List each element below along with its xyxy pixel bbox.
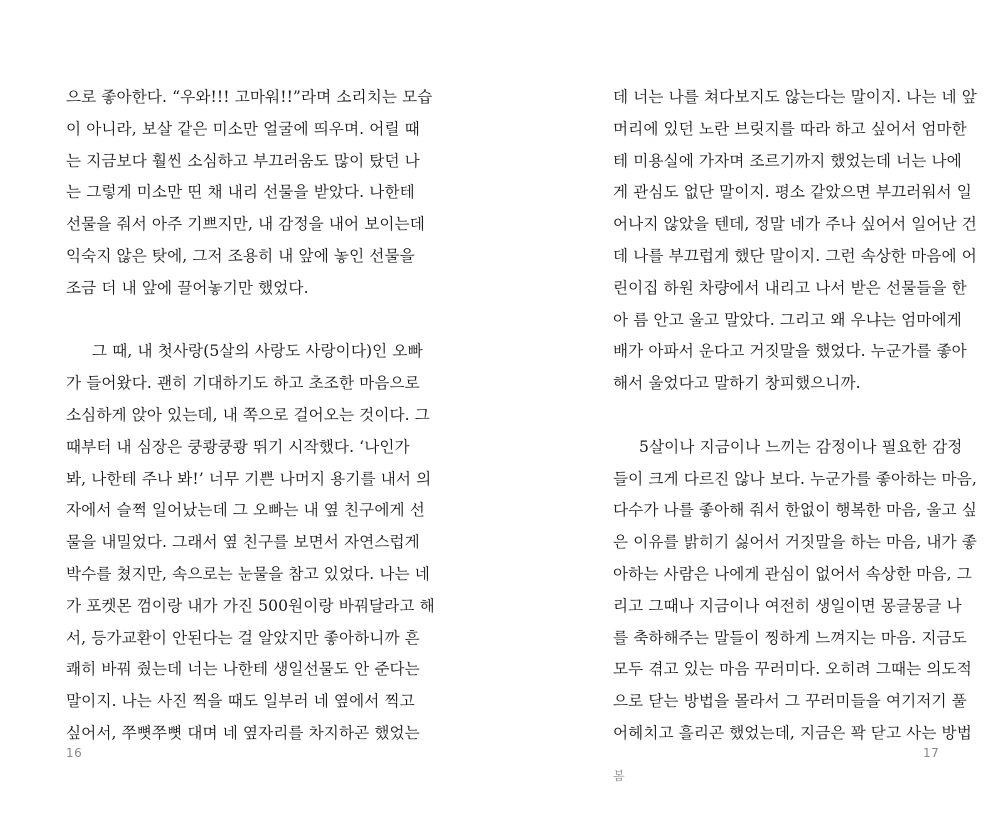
paragraph-gap bbox=[613, 400, 937, 432]
text-line: 데 나를 부끄럽게 했단 말이지. 그런 속상한 마음에 어 bbox=[613, 246, 977, 265]
running-head: 봄 bbox=[613, 769, 625, 783]
text-line: 가 포켓몬 껌이랑 내가 가진 500원이랑 바꿔달라고 해 bbox=[66, 596, 435, 615]
right-page-body bbox=[613, 82, 977, 750]
page-number: 16 bbox=[66, 746, 83, 760]
right-page bbox=[500, 0, 1000, 824]
text-line: 서, 등가교환이 안된다는 걸 알았지만 좋아하니까 흔 bbox=[66, 628, 420, 647]
left-page-body bbox=[66, 82, 435, 750]
text-line: 선물을 줘서 아주 기쁘지만, 내 감정을 내어 보이는데 bbox=[66, 215, 425, 234]
text-line: 싶어서, 쭈뼛쭈뼛 대며 네 옆자리를 차지하곤 했었는 bbox=[66, 723, 420, 742]
text-line: 테 미용실에 가자며 조르기까지 했었는데 너는 나에 bbox=[613, 151, 962, 170]
text-line: 5살이나 지금이나 느끼는 감정이나 필요한 감정 bbox=[639, 437, 963, 456]
text-line: 는 그렇게 미소만 띤 채 내리 선물을 받았다. 나한테 bbox=[66, 183, 415, 202]
text-line: 봐, 나한테 주나 봐!’ 너무 기쁜 나머지 용기를 내서 의 bbox=[66, 469, 432, 488]
text-line: 은 이유를 밝히기 싫어서 거짓말을 하는 마음, 내가 좋 bbox=[613, 533, 977, 552]
text-line: 물을 내밀었다. 그래서 옆 친구를 보면서 자연스럽게 bbox=[66, 533, 420, 552]
text-line: 박수를 쳤지만, 속으로는 눈물을 참고 있었다. 나는 네 bbox=[66, 564, 430, 583]
text-line: 말이지. 나는 사진 찍을 때도 일부러 네 옆에서 찍고 bbox=[66, 692, 415, 711]
text-line: 린이집 하원 차량에서 내리고 나서 받은 선물들을 한 bbox=[613, 278, 967, 297]
text-line: 모두 겪고 있는 마음 꾸러미다. 오히려 그때는 의도적 bbox=[613, 660, 972, 679]
text-line: 이 아니라, 보살 같은 미소만 얼굴에 띄우며. 어릴 때 bbox=[66, 119, 420, 138]
text-line: 때부터 내 심장은 쿵쾅쿵쾅 뛰기 시작했다. ‘나인가 bbox=[66, 437, 410, 456]
text-line: 게 관심도 없단 말이지. 평소 같았으면 부끄러워서 일 bbox=[613, 183, 972, 202]
text-line: 어헤치고 흘리곤 했었는데, 지금은 꽉 닫고 사는 방법 bbox=[613, 723, 972, 742]
paragraph-gap bbox=[66, 305, 392, 337]
text-line: 어나지 않았을 텐데, 정말 네가 주나 싶어서 일어난 건 bbox=[613, 215, 977, 234]
page-number: 17 bbox=[923, 746, 940, 760]
text-line: 그 때, 내 첫사랑(5살의 사랑도 사랑이다)인 오빠 bbox=[92, 342, 423, 361]
text-line: 해서 울었다고 말하기 창피했으니까. bbox=[613, 374, 861, 393]
text-line: 머리에 있던 노란 브릿지를 따라 하고 싶어서 엄마한 bbox=[613, 119, 967, 138]
text-line: 가 들어왔다. 괜히 기대하기도 하고 초조한 마음으로 bbox=[66, 374, 420, 393]
text-line: 배가 아파서 운다고 거짓말을 했었다. 누군가를 좋아 bbox=[613, 342, 967, 361]
text-line: 다수가 나를 좋아해 줘서 한없이 행복한 마음, 울고 싶 bbox=[613, 501, 977, 520]
text-line: 아하는 사람은 나에게 관심이 없어서 속상한 마음, 그 bbox=[613, 564, 972, 583]
text-line: 리고 그때나 지금이나 여전히 생일이면 몽글몽글 나 bbox=[613, 596, 962, 615]
text-line: 소심하게 앉아 있는데, 내 쪽으로 걸어오는 것이다. 그 bbox=[66, 405, 430, 424]
text-line: 데 너는 나를 쳐다보지도 않는다는 말이지. 나는 네 앞 bbox=[613, 88, 977, 106]
text-line: 들이 크게 다르진 않나 보다. 누군가를 좋아하는 마음, bbox=[613, 469, 977, 488]
text-line: 아 름 안고 울고 말았다. 그리고 왜 우냐는 엄마에게 bbox=[613, 310, 962, 329]
text-line: 를 축하해주는 말들이 찡하게 느껴지는 마음. 지금도 bbox=[613, 628, 967, 647]
text-line: 쾌히 바꿔 줬는데 너는 나한테 생일선물도 안 준다는 bbox=[66, 660, 420, 679]
text-line: 익숙지 않은 탓에, 그저 조용히 내 앞에 놓인 선물을 bbox=[66, 246, 415, 265]
text-line: 자에서 슬쩍 일어났는데 그 오빠는 내 옆 친구에게 선 bbox=[66, 501, 425, 520]
text-line: 으로 닫는 방법을 몰라서 그 꾸러미들을 여기저기 풀 bbox=[613, 692, 967, 711]
text-line: 조금 더 내 앞에 끌어놓기만 했었다. bbox=[66, 278, 309, 297]
text-line: 으로 좋아한다. “우와!!! 고마워!!”라며 소리치는 모습 bbox=[66, 88, 433, 106]
text-line: 는 지금보다 훨씬 소심하고 부끄러움도 많이 탔던 나 bbox=[66, 151, 420, 170]
